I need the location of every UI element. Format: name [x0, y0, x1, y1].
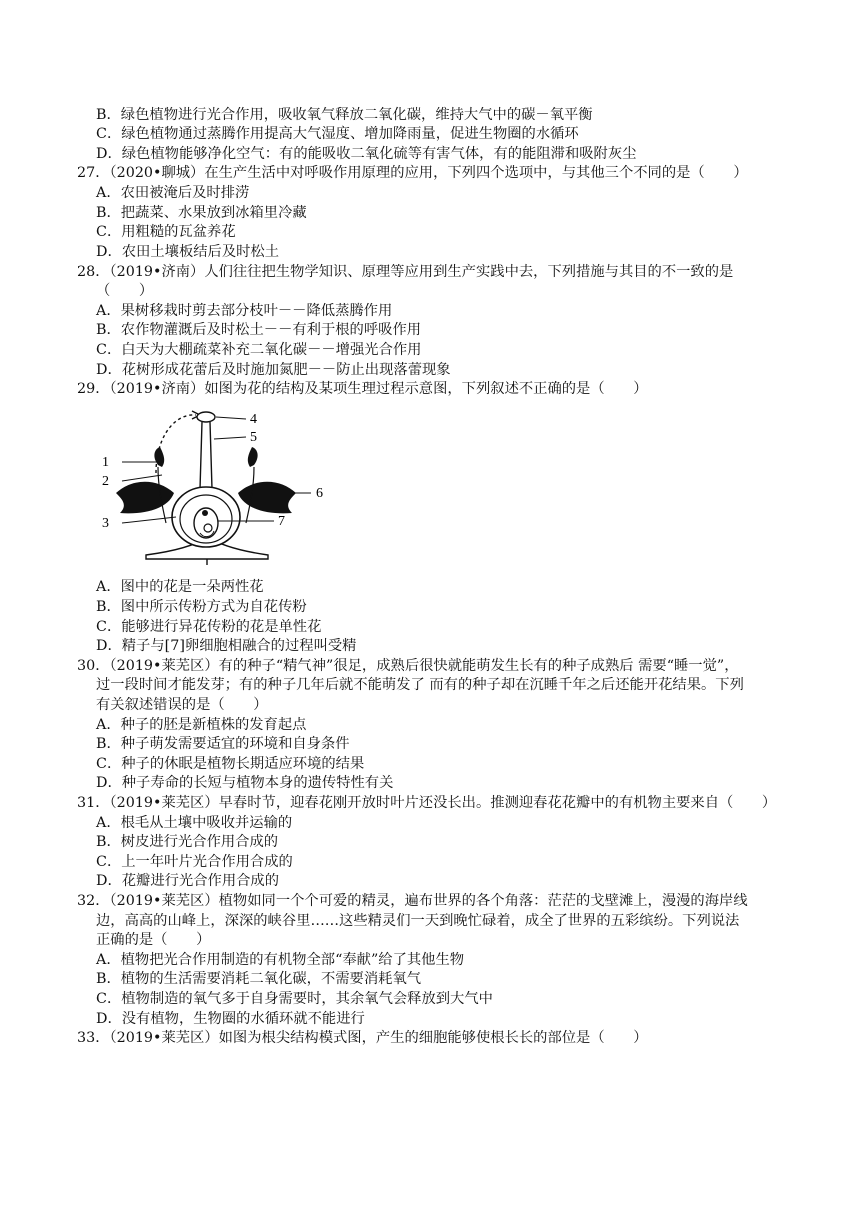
question-stem: 33．（2019•莱芜区）如图为根尖结构模式图，产生的细胞能够使根长长的部位是（ ）: [77, 1030, 648, 1046]
text-line: D．绿色植物能够净化空气：有的能吸收二氧化硫等有害气体，有的能阻滞和吸附灰尘: [96, 146, 637, 162]
text-line: B．图中所示传粉方式为自花传粉: [96, 599, 307, 615]
text-line: C．植物制造的氧气多于自身需要时，其余氧气会释放到大气中: [96, 991, 493, 1007]
diagram-label-7: 7: [278, 514, 285, 529]
text-line: 正确的是（ ）: [96, 932, 211, 948]
text-line: D．花树形成花蕾后及时施加氮肥－－防止出现落蕾现象: [96, 362, 451, 378]
text-line: A．农田被淹后及时排涝: [96, 185, 250, 201]
text-line: C．种子的休眠是植物长期适应环境的结果: [96, 756, 365, 772]
question-stem: 30．（2019•莱芜区）有的种子“精气神”很足，成熟后很快就能萌发生长有的种子成熟后 需要“睡一觉”，: [77, 658, 739, 674]
question-stem: 28．（2019•济南）人们往往把生物学知识、原理等应用到生产实践中去，下列措施与其目的不一致的是: [77, 264, 734, 280]
text-line: C．用粗糙的瓦盆养花: [96, 224, 236, 240]
text-line: D．没有植物，生物圈的水循环就不能进行: [96, 1011, 365, 1027]
text-line: A．植物把光合作用制造的有机物全部“奉献”给了其他生物: [96, 952, 465, 968]
text-line: A．果树移栽时剪去部分枝叶－－降低蒸腾作用: [96, 303, 393, 319]
diagram-label-2: 2: [102, 474, 109, 489]
text-line: B．种子萌发需要适宜的环境和自身条件: [96, 736, 350, 752]
text-line: B．绿色植物进行光合作用，吸收氧气释放二氧化碳，维持大气中的碳－氧平衡: [96, 107, 593, 123]
question-stem: 31．（2019•莱芜区）早春时节，迎春花刚开放时叶片还没长出。推测迎春花花瓣中的有机物主要来自（ ）: [77, 795, 777, 811]
question-stem: 29．（2019•济南）如图为花的结构及某项生理过程示意图，下列叙述不正确的是（ ）: [77, 381, 648, 397]
flower-structure-diagram: [96, 405, 336, 565]
text-line: 过一段时间才能发芽；有的种子几年后就不能萌发了 而有的种子却在沉睡千年之后还能开花结果。下列: [96, 677, 744, 693]
text-line: D．种子寿命的长短与植物本身的遗传特性有关: [96, 775, 394, 791]
text-line: C．绿色植物通过蒸腾作用提高大气湿度、增加降雨量，促进生物圈的水循环: [96, 126, 579, 142]
text-line: B．植物的生活需要消耗二氧化碳，不需要消耗氧气: [96, 971, 422, 987]
text-line: （ ）: [96, 283, 154, 299]
text-line: A．种子的胚是新植株的发育起点: [96, 717, 307, 733]
text-line: D．花瓣进行光合作用合成的: [96, 873, 280, 889]
text-line: B．农作物灌溉后及时松土－－有利于根的呼吸作用: [96, 322, 422, 338]
text-line: D．农田土壤板结后及时松土: [96, 244, 280, 260]
question-stem: 27．（2020•聊城）在生产生活中对呼吸作用原理的应用，下列四个选项中，与其他三个不同的是（ ）: [77, 165, 748, 181]
text-line: 有关叙述错误的是（ ）: [96, 697, 268, 713]
diagram-label-5: 5: [250, 430, 257, 445]
diagram-label-4: 4: [250, 412, 257, 427]
diagram-label-3: 3: [102, 516, 109, 531]
text-line: C．白天为大棚疏菜补充二氧化碳－－增强光合作用: [96, 342, 422, 358]
text-line: C．能够进行异花传粉的花是单性花: [96, 619, 322, 635]
text-line: B．把蔬菜、水果放到冰箱里冷藏: [96, 205, 307, 221]
text-line: A．图中的花是一朵两性花: [96, 579, 264, 595]
text-line: B．树皮进行光合作用合成的: [96, 834, 279, 850]
diagram-label-1: 1: [102, 455, 109, 470]
text-line: 边，高高的山峰上，深深的峡谷里……这些精灵们一天到晚忙碌着，成全了世界的五彩缤纷。下列说法: [96, 913, 740, 929]
text-line: D．精子与[7]卵细胞相融合的过程叫受精: [96, 638, 357, 654]
text-line: C．上一年叶片光合作用合成的: [96, 854, 293, 870]
question-stem: 32．（2019•莱芜区）植物如同一个个可爱的精灵，遍布世界的各个角落：茫茫的戈壁滩上，漫漫的海岸线: [77, 893, 748, 909]
diagram-label-6: 6: [316, 486, 323, 501]
text-line: A．根毛从土壤中吸收并运输的: [96, 815, 293, 831]
